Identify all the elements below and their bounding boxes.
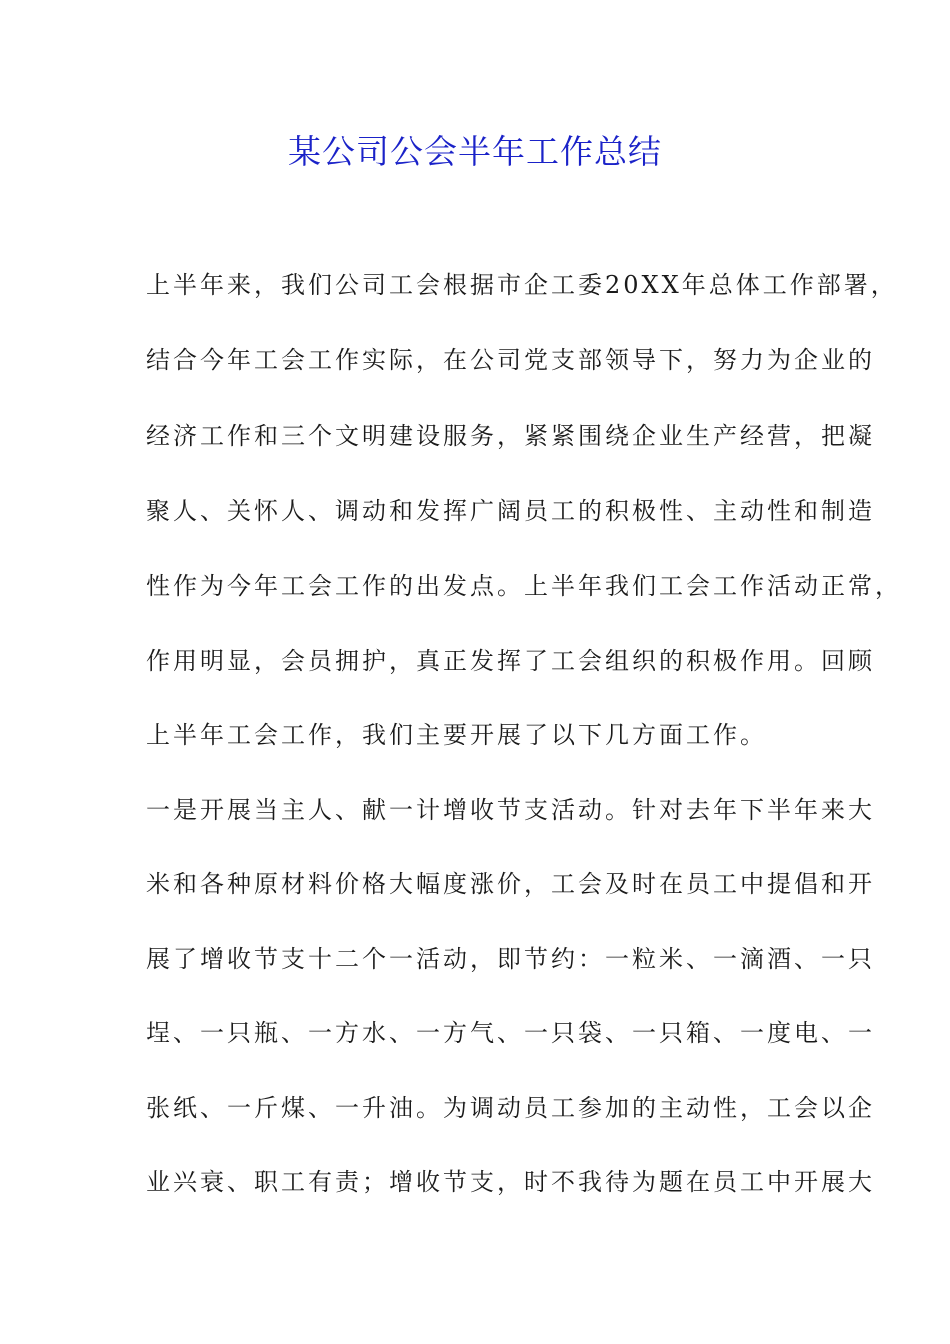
body-line: 展了增收节支十二个一活动，即节约：一粒米、一滴酒、一只 <box>146 945 875 973</box>
document-title: 某公司公会半年工作总结 <box>288 132 662 171</box>
body-line: 米和各种原材料价格大幅度涨价，工会及时在员工中提倡和开 <box>146 870 875 898</box>
body-line: 上半年工会工作，我们主要开展了以下几方面工作。 <box>146 721 767 749</box>
body-line: 一是开展当主人、献一计增收节支活动。针对去年下半年来大 <box>146 796 875 824</box>
body-line: 聚人、关怀人、调动和发挥广阔员工的积极性、主动性和制造 <box>146 497 875 525</box>
body-line: 经济工作和三个文明建设服务，紧紧围绕企业生产经营，把凝 <box>146 422 875 450</box>
body-line: 张纸、一斤煤、一升油。为调动员工参加的主动性，工会以企 <box>146 1094 875 1122</box>
body-line: 埕、一只瓶、一方水、一方气、一只袋、一只箱、一度电、一 <box>146 1019 875 1047</box>
body-line: 作用明显，会员拥护，真正发挥了工会组织的积极作用。回顾 <box>146 647 875 675</box>
body-line: 性作为今年工会工作的出发点。上半年我们工会工作活动正常， <box>146 572 902 600</box>
body-line: 上半年来，我们公司工会根据市企工委20XX年总体工作部署， <box>146 271 898 299</box>
body-line: 结合今年工会工作实际，在公司党支部领导下，努力为企业的 <box>146 346 875 374</box>
body-line: 业兴衰、职工有责；增收节支，时不我待为题在员工中开展大 <box>146 1168 875 1196</box>
